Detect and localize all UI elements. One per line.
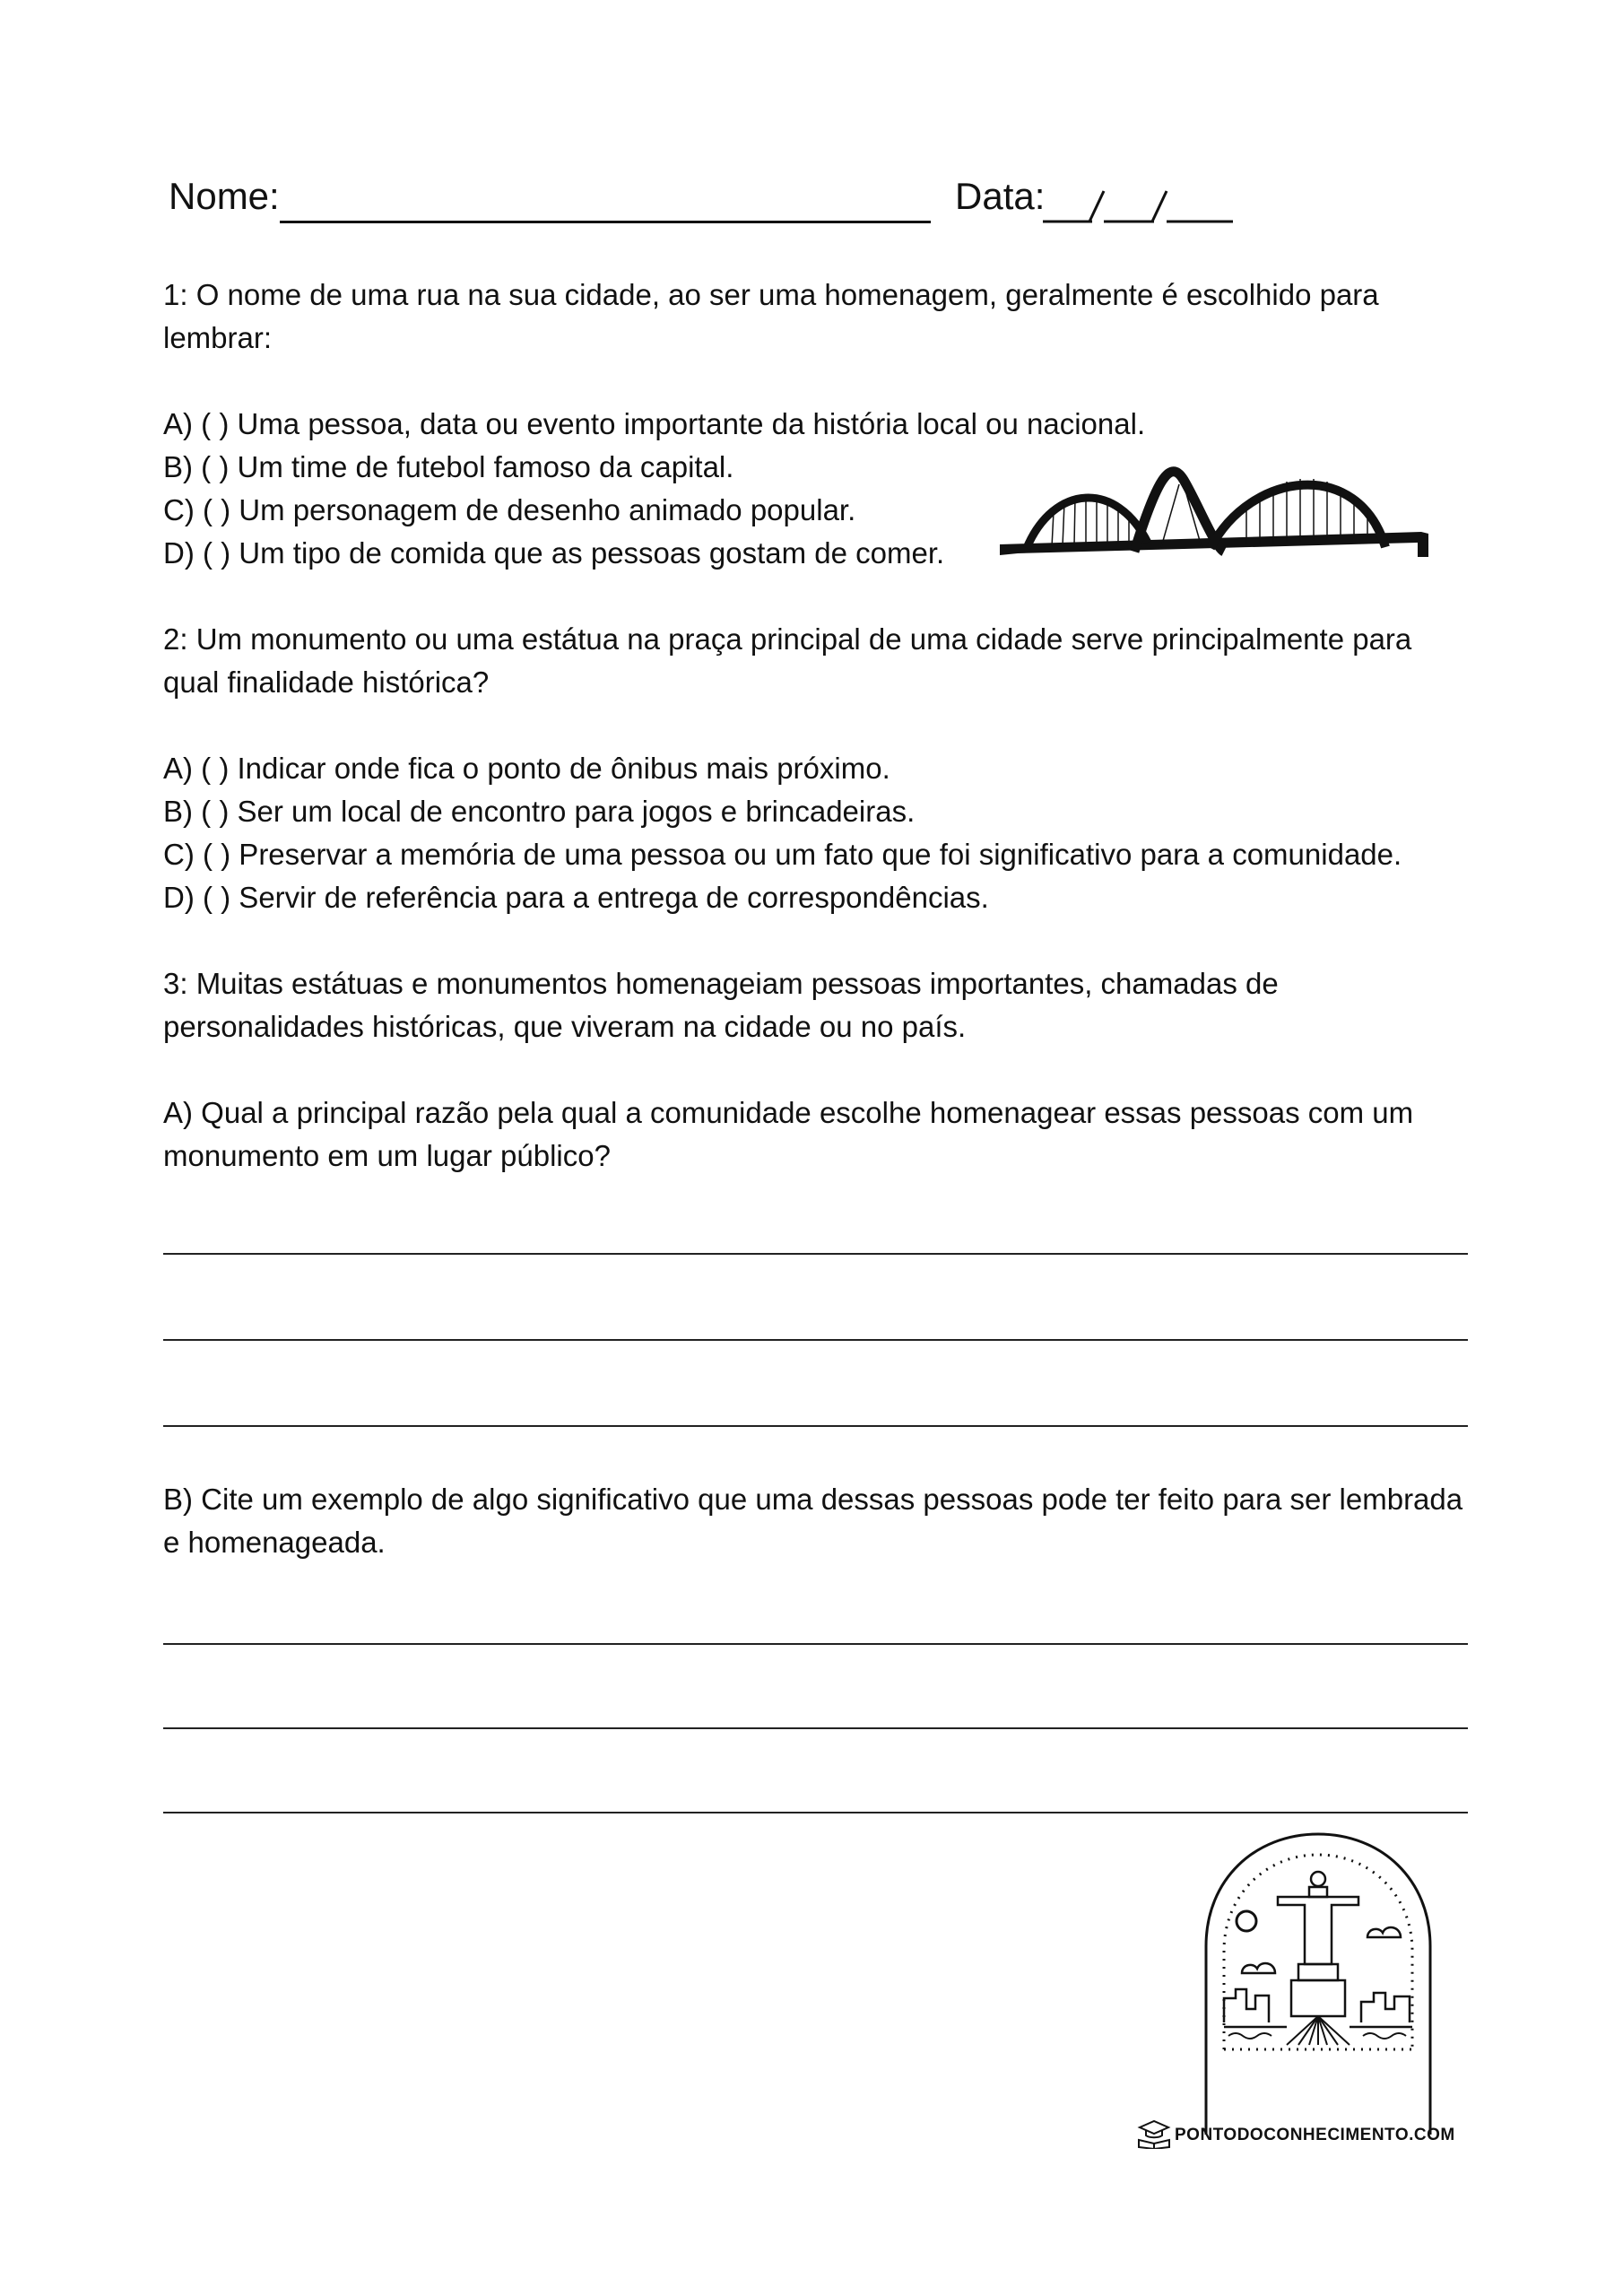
q1-option-a[interactable]: A) ( ) Uma pessoa, data ou evento importante da história local ou nacional. — [163, 407, 1146, 440]
q2-option-a[interactable]: A) ( ) Indicar onde fica o ponto de ônibus mais próximo. — [163, 752, 890, 785]
date-field-lines[interactable] — [1043, 184, 1240, 229]
name-label: Nome: — [169, 175, 280, 217]
bridge-illustration — [1000, 462, 1430, 561]
q3b-answer-line-2[interactable] — [163, 1727, 1468, 1729]
q3b-answer-line-3[interactable] — [163, 1812, 1468, 1813]
q3-part-b: B) Cite um exemplo de algo significativo que uma dessas pessoas pode ter feito para ser lembrada e homenageada. — [163, 1483, 1463, 1559]
q3b-answer-line-1[interactable] — [163, 1643, 1468, 1645]
q1-option-c[interactable]: C) ( ) Um personagem de desenho animado popular. — [163, 493, 856, 526]
graduation-cap-book-icon — [1136, 2118, 1172, 2149]
q3a-answer-line-1[interactable] — [163, 1253, 1468, 1255]
q3a-answer-line-3[interactable] — [163, 1425, 1468, 1427]
q1-prompt: 1: O nome de uma rua na sua cidade, ao ser uma homenagem, geralmente é escolhido para lembrar: — [163, 278, 1379, 354]
date-label: Data: — [955, 175, 1046, 217]
christ-redeemer-illustration — [1202, 1830, 1435, 2135]
q2-option-b[interactable]: B) ( ) Ser um local de encontro para jogos e brincadeiras. — [163, 795, 916, 828]
name-field-line[interactable] — [280, 221, 931, 223]
q3a-answer-line-2[interactable] — [163, 1339, 1468, 1341]
q3-intro: 3: Muitas estátuas e monumentos homenageiam pessoas importantes, chamadas de personalidades históricas, que viveram na cidade ou no país. — [163, 967, 1279, 1043]
footer-site-name[interactable]: PONTODOCONHECIMENTO.COM — [1175, 2126, 1455, 2144]
q2-prompt: 2: Um monumento ou uma estátua na praça principal de uma cidade serve principalmente para qual finalidade histórica? — [163, 622, 1412, 699]
q2-option-d[interactable]: D) ( ) Servir de referência para a entrega de correspondências. — [163, 881, 989, 914]
q3-part-a: A) Qual a principal razão pela qual a comunidade escolhe homenagear essas pessoas com um monumento em um lugar público? — [163, 1096, 1414, 1172]
q1-option-b[interactable]: B) ( ) Um time de futebol famoso da capital. — [163, 450, 734, 483]
q1-option-d[interactable]: D) ( ) Um tipo de comida que as pessoas gostam de comer. — [163, 536, 945, 570]
q2-option-c[interactable]: C) ( ) Preservar a memória de uma pessoa ou um fato que foi significativo para a comunidade. — [163, 838, 1402, 871]
